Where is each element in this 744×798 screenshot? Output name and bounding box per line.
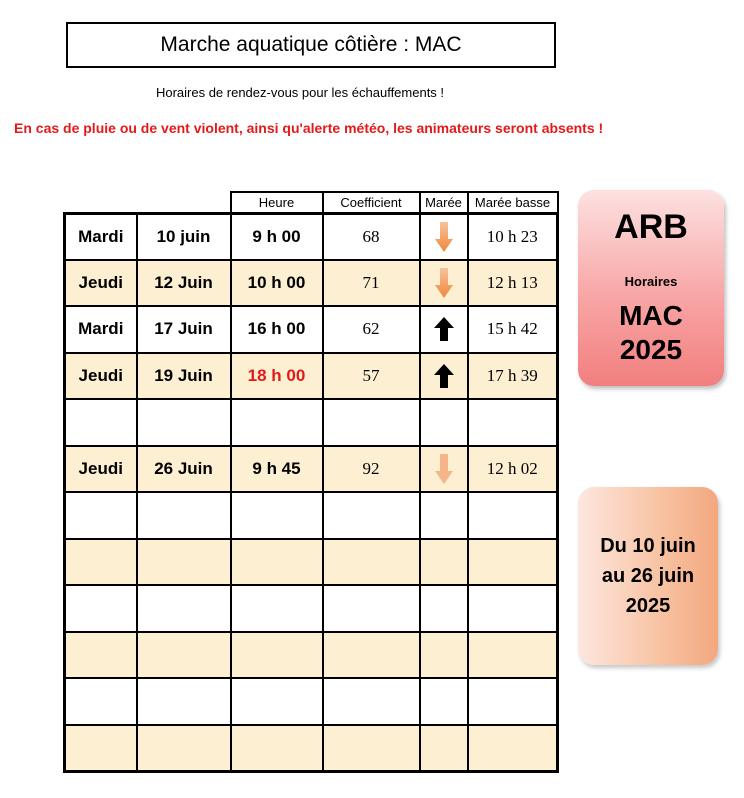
tide-cell xyxy=(420,539,468,586)
table-row xyxy=(65,678,558,725)
time-cell: 9 h 00 xyxy=(231,213,323,260)
time-cell: 18 h 00 xyxy=(231,353,323,400)
tide-up-arrow-icon xyxy=(433,316,455,342)
tide-cell xyxy=(420,632,468,679)
coefficient-cell: 71 xyxy=(323,260,420,307)
table-row xyxy=(65,306,558,353)
low-tide-cell xyxy=(468,678,558,725)
coefficient-cell xyxy=(323,632,420,679)
coefficient-cell: 57 xyxy=(323,353,420,400)
day-cell xyxy=(65,585,137,632)
tide-cell xyxy=(420,399,468,446)
year-label: 2025 xyxy=(619,334,683,365)
date-cell: 12 Juin xyxy=(137,260,231,307)
tide-cell xyxy=(420,213,468,260)
table-row xyxy=(65,492,558,539)
tide-down-arrow-icon xyxy=(434,267,454,299)
time-cell xyxy=(231,539,323,586)
low-tide-cell: 12 h 02 xyxy=(468,446,558,493)
low-tide-cell: 15 h 42 xyxy=(468,306,558,353)
table-row xyxy=(65,725,558,772)
day-cell xyxy=(65,632,137,679)
table-row xyxy=(65,539,558,586)
time-cell: 9 h 45 xyxy=(231,446,323,493)
coefficient-cell xyxy=(323,399,420,446)
time-cell xyxy=(231,725,323,772)
table-row xyxy=(65,585,558,632)
low-tide-cell: 12 h 13 xyxy=(468,260,558,307)
coefficient-cell: 68 xyxy=(323,213,420,260)
low-tide-cell xyxy=(468,399,558,446)
day-cell: Mardi xyxy=(65,306,137,353)
header-coefficient: Coefficient xyxy=(323,192,420,213)
header-maree: Marée xyxy=(420,192,468,213)
header-maree-basse: Marée basse xyxy=(468,192,558,213)
time-cell: 16 h 00 xyxy=(231,306,323,353)
tide-cell xyxy=(420,353,468,400)
date-range-text: Du 10 juin au 26 juin 2025 xyxy=(600,535,696,617)
time-cell xyxy=(231,585,323,632)
date-cell xyxy=(137,399,231,446)
day-cell: Mardi xyxy=(65,213,137,260)
date-cell xyxy=(137,585,231,632)
day-cell: Jeudi xyxy=(65,446,137,493)
coefficient-cell: 92 xyxy=(323,446,420,493)
time-cell xyxy=(231,492,323,539)
date-range-card xyxy=(578,487,718,665)
table-row xyxy=(65,632,558,679)
coefficient-cell xyxy=(323,539,420,586)
table-row xyxy=(65,260,558,307)
date-cell: 26 Juin xyxy=(137,446,231,493)
low-tide-cell xyxy=(468,585,558,632)
table-row xyxy=(65,353,558,400)
table-row xyxy=(65,213,558,260)
table-header-row xyxy=(65,192,558,213)
day-cell xyxy=(65,399,137,446)
day-cell xyxy=(65,492,137,539)
header-heure: Heure xyxy=(231,192,323,213)
tide-cell xyxy=(420,446,468,493)
arb-card xyxy=(578,190,724,386)
date-cell xyxy=(137,632,231,679)
schedule-table xyxy=(63,191,559,773)
low-tide-cell xyxy=(468,632,558,679)
weather-warning: En cas de pluie ou de vent violent, ainsi qu'alerte météo, les animateurs seront absents ! xyxy=(14,120,604,136)
day-cell: Jeudi xyxy=(65,260,137,307)
page-title xyxy=(66,22,556,68)
coefficient-cell xyxy=(323,585,420,632)
subtitle xyxy=(0,85,600,100)
tide-cell xyxy=(420,306,468,353)
time-cell xyxy=(231,399,323,446)
date-cell xyxy=(137,725,231,772)
low-tide-cell xyxy=(468,492,558,539)
coefficient-cell xyxy=(323,725,420,772)
date-cell: 19 Juin xyxy=(137,353,231,400)
time-cell: 10 h 00 xyxy=(231,260,323,307)
table-row xyxy=(65,446,558,493)
arb-label: ARB xyxy=(614,208,688,246)
day-cell: Jeudi xyxy=(65,353,137,400)
tide-cell xyxy=(420,260,468,307)
subtitle-text: Horaires de rendez-vous pour les échauffements ! xyxy=(155,85,445,100)
day-cell xyxy=(65,678,137,725)
tide-cell xyxy=(420,678,468,725)
horaires-label: Horaires xyxy=(624,274,678,289)
tide-down-arrow-icon xyxy=(434,221,454,253)
table-body xyxy=(65,213,558,771)
day-cell xyxy=(65,539,137,586)
time-cell xyxy=(231,632,323,679)
low-tide-cell: 10 h 23 xyxy=(468,213,558,260)
mac-year-label xyxy=(578,299,724,367)
coefficient-cell: 62 xyxy=(323,306,420,353)
mac-label: MAC xyxy=(619,300,683,331)
time-cell xyxy=(231,678,323,725)
table-row xyxy=(65,399,558,446)
tide-cell xyxy=(420,725,468,772)
tide-cell xyxy=(420,492,468,539)
coefficient-cell xyxy=(323,678,420,725)
day-cell xyxy=(65,725,137,772)
date-cell xyxy=(137,678,231,725)
date-cell: 17 Juin xyxy=(137,306,231,353)
tide-up-arrow-icon xyxy=(433,363,455,389)
tide-cell xyxy=(420,585,468,632)
header-blank xyxy=(65,192,231,213)
date-cell xyxy=(137,539,231,586)
low-tide-cell xyxy=(468,539,558,586)
tide-down-arrow-icon xyxy=(434,453,454,485)
title-text: Marche aquatique côtière : MAC xyxy=(160,33,462,56)
date-cell xyxy=(137,492,231,539)
date-cell: 10 juin xyxy=(137,213,231,260)
low-tide-cell xyxy=(468,725,558,772)
coefficient-cell xyxy=(323,492,420,539)
low-tide-cell: 17 h 39 xyxy=(468,353,558,400)
